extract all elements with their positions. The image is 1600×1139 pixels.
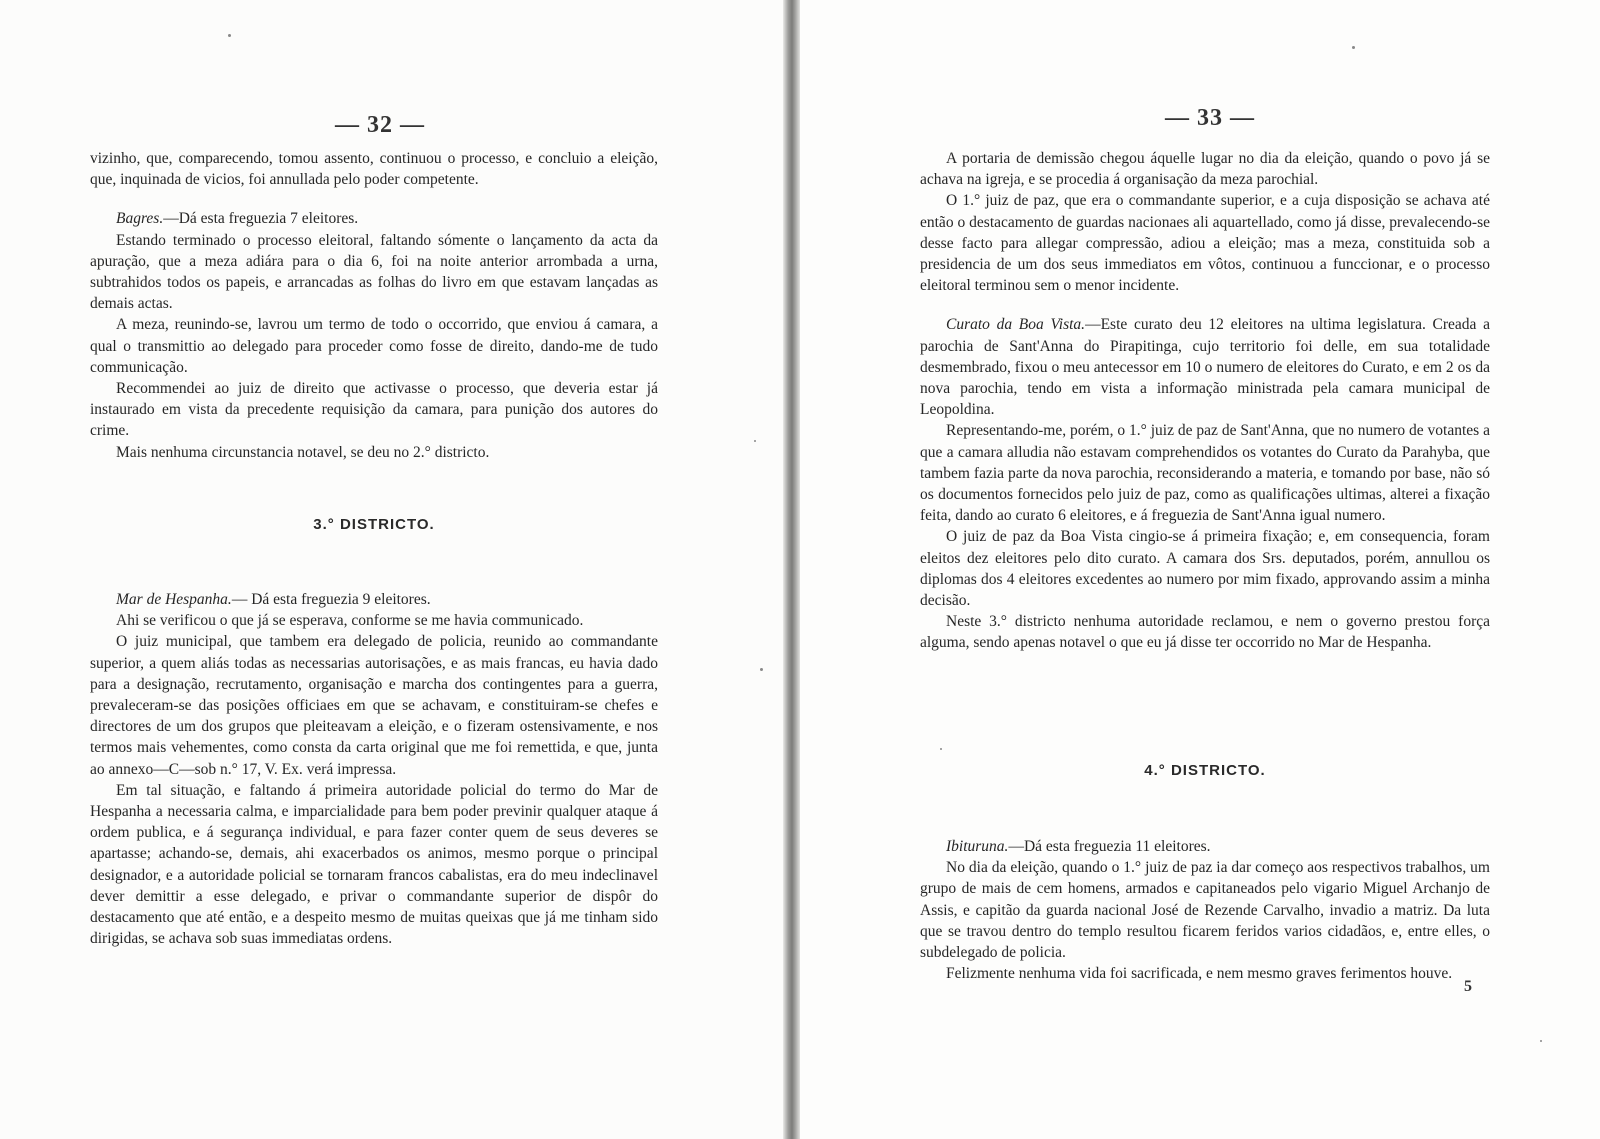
left-page xyxy=(0,0,785,1139)
page-speck xyxy=(760,668,763,671)
left-paragraph-4: Recommendei ao juiz de direito que activasse o processo, que deveria estar já instaurado em vista da precedente requisição da camara, para punição dos autores do crime. xyxy=(90,380,658,440)
right-paragraph-7: Felizmente nenhuma vida foi sacrificada, e nem mesmo graves ferimentos houve. xyxy=(946,965,1453,983)
left-paragraph-3: A meza, reunindo-se, lavrou um termo de todo o occorrido, que enviou á camara, a qual o transmittio ao delegado para proceder como fosse de direito, dando-me de tudo communicação. xyxy=(90,316,658,376)
right-paragraph-1: A portaria de demissão chegou áquelle lugar no dia da eleição, quando o povo já se achava na igreja, e se procedia á organisação da meza parochial. xyxy=(920,150,1490,189)
bagres-rest: —Dá esta freguezia 7 eleitores. xyxy=(163,210,359,228)
right-heading-block xyxy=(920,760,1490,781)
mar-de-hespanha-entry xyxy=(90,589,658,610)
ibituruna-rest: —Dá esta freguezia 11 eleitores. xyxy=(1008,838,1211,855)
right-text-top xyxy=(920,148,1490,654)
book-gutter xyxy=(783,0,801,1139)
bagres-entry xyxy=(90,208,658,229)
mar-rest: — Dá esta freguezia 9 eleitores. xyxy=(231,591,431,608)
curato-lead: Curato da Boa Vista. xyxy=(946,316,1086,334)
mar-lead: Mar de Hespanha. xyxy=(116,591,232,608)
district-3-heading: 3.° DISTRICTO. xyxy=(313,516,435,533)
page-speck xyxy=(1352,46,1355,49)
left-paragraph-7: O juiz municipal, que tambem era delegado de policia, reunido ao commandante superior, a quem aliás todas as necessarias autorisações, e as mais francas, eu havia dado para a designação, recrutamento, organisação e marcha dos contingentes para a guerra, prevaleceram-se das posições officiaes em que se achavam, e constituiram-se chefes e directores de um dos grupos que pleiteavam a eleição, e o fizeram ostensivamente, e nos termos mais vehementes, como consta da carta original que me foi remettida, e que, junta ao annexo—C—sob n.° 17, V. Ex. verá impressa. xyxy=(90,633,658,778)
right-page-number: — 33 — xyxy=(1165,105,1255,131)
left-page-number: — 32 — xyxy=(335,112,425,138)
left-text-bottom xyxy=(90,589,658,949)
signature-folio: 5 xyxy=(1464,978,1472,995)
page-speck xyxy=(228,34,231,37)
right-paragraph-6: No dia da eleição, quando o 1.° juiz de paz ia dar começo aos respectivos trabalhos, um grupo de mais de cem homens, armados e capitaneados pelo vigario Miguel Archanjo de Assis, e capitão da guarda nacional José de Rezende Carvalho, invadio a matriz. Da luta que se travou dentro do templo resultou ficarem feridos varios cidadãos, e, entre elles, o subdelegado de policia. xyxy=(920,859,1490,962)
ibituruna-lead: Ibituruna. xyxy=(946,838,1009,855)
ibituruna-entry xyxy=(920,836,1490,857)
left-text-top xyxy=(90,148,658,463)
right-paragraph-3: Representando-me, porém, o 1.° juiz de paz de Sant'Anna, que no numero de votantes a que a camara alludia não estavam comprehendidos os votantes do Curato da Parahyba, que tambem fazia parte da nova parochia, reconsiderando a materia, e tomando por base, não só os documentos fornecidos pelo juiz de paz, como as qualificações ultimas, alterei a fixação feita, dando ao curato 6 eleitores, e á freguezia de Sant'Anna igual numero. xyxy=(920,422,1490,525)
right-paragraph-4: O juiz de paz da Boa Vista cingio-se á primeira fixação; e, em consequencia, foram eleitos dez eleitores pelo dito curato. A camara dos Srs. deputados, porém, annullou os diplomas dos 4 eleitores excedentes ao numero por mim fixado, approvando assim a minha decisão. xyxy=(920,528,1490,610)
page-speck xyxy=(1540,1040,1542,1042)
left-paragraph-5: Mais nenhuma circunstancia notavel, se deu no 2.° districto. xyxy=(116,443,490,461)
curato-entry xyxy=(920,314,1490,420)
right-paragraph-5: Neste 3.° districto nenhuma autoridade reclamou, e nem o governo prestou força alguma, sendo apenas notavel o que eu já disse ter occorrido no Mar de Hespanha. xyxy=(920,613,1490,652)
page-speck xyxy=(940,748,942,750)
curato-rest: —Este curato deu 12 eleitores na ultima legislatura. Creada a parochia de Sant'Anna do Pirapitinga, cujo territorio foi delle, em sua totalidade desmembrado, fixou o meu antecessor em 10 o numero de eleitores do Curato, e em 2 os da nova parochia, tendo em vista a informação ministrada pela camara municipal de Leopoldina. xyxy=(920,316,1491,419)
left-paragraph-2: Estando terminado o processo eleitoral, faltando sómente o lançamento da acta da apuração, que a meza adiára para o dia 6, foi na noite anterior arrombada a urna, subtrahidos todos os papeis, e arrancadas as folhas do livro em que estavam lançadas as demais actas. xyxy=(90,231,658,313)
page-speck xyxy=(754,440,756,442)
district-4-heading: 4.° DISTRICTO. xyxy=(1144,762,1266,779)
right-paragraph-2: O 1.° juiz de paz, que era o commandante superior, e a cuja disposição se achava até então o destacamento de guardas nacionaes ali aquartellado, como já disse, prevalecendo-se desse facto para allegar compressão, adiou a eleição; mas a meza, constituida sob a presidencia de um dos seus immediatos em vôtos, continuou a funccionar, e o processo eleitoral terminou sem o menor incidente. xyxy=(920,192,1490,295)
left-heading-block xyxy=(90,514,658,535)
right-text-bottom xyxy=(920,836,1490,984)
left-paragraph-6: Ahi se verificou o que já se esperava, conforme se me havia communicado. xyxy=(116,612,584,630)
left-paragraph-8: Em tal situação, e faltando á primeira autoridade policial do termo do Mar de Hespanha a necessaria calma, e imparcialidade para bem poder previnir qualquer ataque á ordem publica, e á segurança individual, e para fazer conter quem de seus deveres se apartasse; achando-se, demais, ahi exacerbados os animos, mesmo porque o principal designador, e a autoridade policial se tornaram francos cabalistas, era do meu indeclinavel dever demittir a esse delegado, e privar o commandante superior de dispôr do destacamento que até então, e a despeito mesmo de muitas queixas que já me tinham sido dirigidas, se achava sob suas immediatas ordens. xyxy=(90,781,658,948)
right-page xyxy=(800,0,1600,1139)
left-paragraph-1: vizinho, que, comparecendo, tomou assento, continuou o processo, e concluio a eleição, que, inquinada de vicios, foi annullada pelo poder competente. xyxy=(90,150,658,189)
bagres-lead: Bagres. xyxy=(116,210,164,228)
